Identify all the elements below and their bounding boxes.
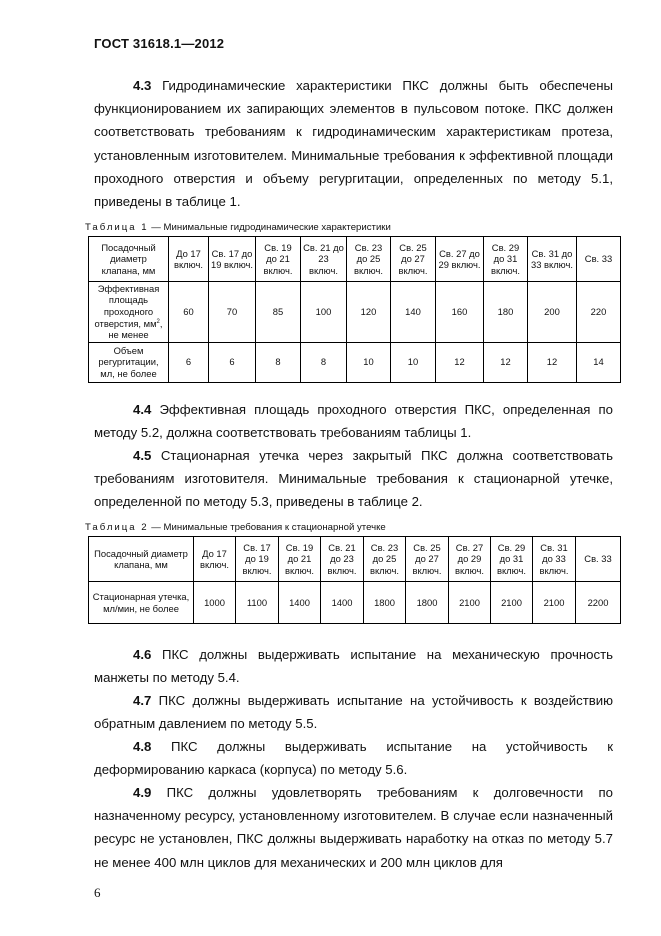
table1-cell: 200 <box>528 282 577 343</box>
table1-row-label: Объем регургитации, мл, не более <box>89 342 169 382</box>
table2-col: Св. 21 до 23 включ. <box>321 537 364 582</box>
clause-text: ПКС должны выдерживать испытание на устойчивость к деформированию каркаса (корпуса) по методу 5.6. <box>94 739 613 778</box>
table2-header-label: Посадочный диаметр клапана, мм <box>89 537 194 582</box>
table2-col: Св. 33 <box>576 537 621 582</box>
table1-cell: 85 <box>256 282 301 343</box>
table1-cell: 180 <box>484 282 528 343</box>
table2-row-label: Стационарная утечка, мл/мин, не более <box>89 582 194 624</box>
table2-cell: 1800 <box>406 582 449 624</box>
table1-row-regurgitation <box>89 342 621 382</box>
table1-col: Св. 29 до 31 включ. <box>484 237 528 282</box>
page-number: 6 <box>94 885 101 900</box>
table2-cell: 2100 <box>533 582 576 624</box>
table1-row-label: Эффективная площадь проходного отверстия, $мм^2$, не менее <box>89 282 169 343</box>
table2-row-leakage <box>89 582 621 624</box>
table1-cell: 70 <box>209 282 256 343</box>
table2 <box>88 536 621 624</box>
table2-col: Св. 29 до 31 включ. <box>491 537 533 582</box>
table1-col: Св. 25 до 27 включ. <box>391 237 436 282</box>
paragraph-4-5 <box>94 444 613 514</box>
table1-cell: 140 <box>391 282 436 343</box>
table2-col: Св. 27 до 29 включ. <box>449 537 491 582</box>
table1-header-label: Посадочный диаметр клапана, мм <box>89 237 169 282</box>
table1-col: Св. 21 до 23 включ. <box>301 237 347 282</box>
table1-cell: 220 <box>577 282 621 343</box>
clause-number: 4.7 <box>133 693 152 708</box>
table1-col: Св. 19 до 21 включ. <box>256 237 301 282</box>
table1-caption: Таблица 1 — Минимальные гидродинамические характеристики <box>85 222 391 233</box>
table2-cell: 1000 <box>194 582 236 624</box>
clause-text: ПКС должны удовлетворять требованиям к долговечности по назначенному ресурсу, установленному изготовителем. В случае если назначенный ресурс не установлен, ПКС должны выдерживать наработку на отказ по методу 5.7 не менее 400 млн циклов для механических и 200 млн циклов для <box>94 785 613 870</box>
table2-cell: 2200 <box>576 582 621 624</box>
table1-col: Св. 31 до 33 включ. <box>528 237 577 282</box>
paragraph-4-3 <box>94 74 613 213</box>
table2-col: До 17 включ. <box>194 537 236 582</box>
table2-cell: 1400 <box>321 582 364 624</box>
table1-cell: 12 <box>484 342 528 382</box>
table2-cell: 1400 <box>279 582 321 624</box>
table1-cell: 120 <box>347 282 391 343</box>
table2-col: Св. 31 до 33 включ. <box>533 537 576 582</box>
clause-number: 4.4 <box>133 402 152 417</box>
table1-cell: 14 <box>577 342 621 382</box>
table1-col: Св. 33 <box>577 237 621 282</box>
clause-number: 4.3 <box>133 78 152 93</box>
clause-number: 4.9 <box>133 785 152 800</box>
table1-col: Св. 27 до 29 включ. <box>436 237 484 282</box>
table2-cell: 2100 <box>491 582 533 624</box>
table2-cell: 1100 <box>236 582 279 624</box>
table1-cell: 6 <box>209 342 256 382</box>
clause-text: Стационарная утечка через закрытый ПКС должна соответствовать требованиям изготовителя. Минимальные требования к стационарной утечке, определенной по методу 5.3, приведены в таблице 2. <box>94 448 613 510</box>
page-header: ГОСТ 31618.1—2012 <box>94 36 225 51</box>
table1 <box>88 236 621 383</box>
table1-cell: 100 <box>301 282 347 343</box>
table1-cell: 60 <box>169 282 209 343</box>
paragraph-4-8 <box>94 735 613 781</box>
table2-header-row <box>89 537 621 582</box>
table2-cell: 2100 <box>449 582 491 624</box>
table2-col: Св. 25 до 27 включ. <box>406 537 449 582</box>
clause-text: Гидродинамические характеристики ПКС должны быть обеспечены функционированием их запирающих элементов в пульсовом потоке. ПКС должен соответствовать требованиям к гидродинамическим характеристикам протеза, установленным изготовителем. Минимальные требования к эффективной площади проходного отверстия и объему регургитации, определенных по методу 5.1, приведены в таблице 1. <box>94 78 613 210</box>
table1-cell: 6 <box>169 342 209 382</box>
table1-cell: 8 <box>301 342 347 382</box>
clause-number: 4.8 <box>133 739 152 754</box>
table1-cell: 12 <box>528 342 577 382</box>
clause-number: 4.5 <box>133 448 152 463</box>
table1-col: Св. 17 до 19 включ. <box>209 237 256 282</box>
table1-col: До 17 включ. <box>169 237 209 282</box>
table2-cell: 1800 <box>364 582 406 624</box>
table2-col: Св. 23 до 25 включ. <box>364 537 406 582</box>
table2-col: Св. 19 до 21 включ. <box>279 537 321 582</box>
table1-row-area <box>89 282 621 343</box>
clause-text: Эффективная площадь проходного отверстия ПКС, определенная по методу 5.2, должна соответствовать требованиям таблицы 1. <box>94 402 613 441</box>
clause-text: ПКС должны выдерживать испытание на механическую прочность манжеты по методу 5.4. <box>94 647 613 686</box>
table2-col: Св. 17 до 19 включ. <box>236 537 279 582</box>
table1-cell: 160 <box>436 282 484 343</box>
paragraph-4-6 <box>94 643 613 689</box>
table1-header-row <box>89 237 621 282</box>
paragraph-4-7 <box>94 689 613 735</box>
table1-col: Св. 23 до 25 включ. <box>347 237 391 282</box>
table1-cell: 10 <box>347 342 391 382</box>
table1-cell: 8 <box>256 342 301 382</box>
table1-cell: 10 <box>391 342 436 382</box>
table2-caption: Таблица 2 — Минимальные требования к стационарной утечке <box>85 522 386 533</box>
paragraph-4-9 <box>94 781 613 874</box>
clause-text: ПКС должны выдерживать испытание на устойчивость к воздействию обратным давлением по методу 5.5. <box>94 693 613 732</box>
clause-number: 4.6 <box>133 647 152 662</box>
paragraph-4-4 <box>94 398 613 444</box>
table1-cell: 12 <box>436 342 484 382</box>
